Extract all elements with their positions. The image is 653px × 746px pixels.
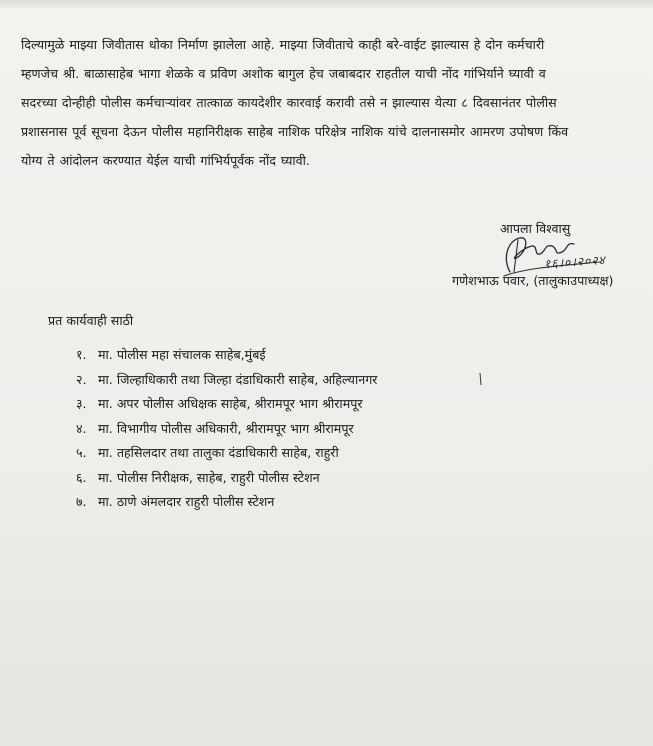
list-item bbox=[76, 368, 377, 393]
list-item-number: ६. bbox=[76, 469, 87, 485]
list-item-text: मा. ठाणे अंमलदार राहुरी पोलीस स्टेशन bbox=[98, 494, 275, 509]
page-top-edge bbox=[0, 0, 653, 10]
list-item-text: मा. विभागीय पोलीस अधिकारी, श्रीरामपूर भाग श्रीरामपूर bbox=[98, 420, 354, 436]
list-item bbox=[76, 343, 377, 368]
signature-block bbox=[440, 220, 650, 300]
list-item-number: ७. bbox=[76, 494, 87, 509]
stray-pen-mark bbox=[479, 372, 482, 386]
signatory-name: गणेशभाऊ पवार, (तालुकाउपाध्यक्ष) bbox=[452, 273, 614, 288]
list-item-number: ४. bbox=[76, 420, 87, 436]
list-item bbox=[76, 441, 377, 466]
list-item-number: ५. bbox=[76, 445, 87, 460]
list-item bbox=[76, 417, 377, 442]
copy-recipient-list bbox=[76, 343, 377, 515]
list-item bbox=[76, 392, 377, 417]
body-line: योग्य ते आंदोलन करण्यात येईल याची गांभिर्यपूर्वक नोंद घ्यावी. bbox=[21, 153, 310, 168]
list-item-number: ३. bbox=[76, 396, 87, 411]
list-item-text: मा. जिल्हाधिकारी तथा जिल्हा दंडाधिकारी साहेब, अहिल्यानगर bbox=[98, 371, 378, 387]
list-item bbox=[76, 466, 377, 491]
list-item-text: मा. तहसिलदार तथा तालुका दंडाधिकारी साहेब, राहुरी bbox=[98, 445, 339, 460]
list-item bbox=[76, 490, 377, 515]
list-item-text: मा. पोलीस महा संचालक साहेब,मुंबई bbox=[98, 347, 266, 362]
body-line: दिल्यामुळे माझ्या जिवीतास धोका निर्माण झालेला आहे. माझ्या जिवीताचे काही बरे-वाईट झाल्यास हे दोन कर्मचारी bbox=[21, 37, 545, 52]
body-line: सदरच्या दोन्हीही पोलीस कर्मचाऱ्यांवर तात्काळ कायदेशीर कारवाई करावी तसे न झाल्यास येत्या ८ दिवसानंतर पोलीस bbox=[21, 95, 557, 110]
body-line: म्हणजेच श्री. बाळासाहेब भागा शेळके व प्रविण अशोक बागुल हेच जबाबदार राहतील याची नोंद गांभिर्याने घ्यावी व bbox=[21, 66, 546, 81]
list-item-text: मा. अपर पोलीस अधिक्षक साहेब, श्रीरामपूर भाग श्रीरामपूर bbox=[98, 396, 363, 411]
copy-for-action-heading: प्रत कार्यवाही साठी bbox=[48, 313, 134, 328]
signature-date: १६।०।२०२४ bbox=[543, 252, 607, 272]
letter-body bbox=[21, 30, 637, 175]
body-line: प्रशासनास पूर्व सूचना देऊन पोलीस महानिरीक्षक साहेब नाशिक परिक्षेत्र नाशिक यांचे दालनासमोर आमरण उपोषण किंव bbox=[21, 124, 569, 139]
list-item-number: २. bbox=[76, 371, 87, 387]
list-item-text: मा. पोलीस निरीक्षक, साहेब, राहुरी पोलीस स्टेशन bbox=[98, 469, 320, 485]
closing-salutation: आपला विश्वासु bbox=[500, 221, 571, 236]
list-item-number: १. bbox=[76, 347, 87, 362]
